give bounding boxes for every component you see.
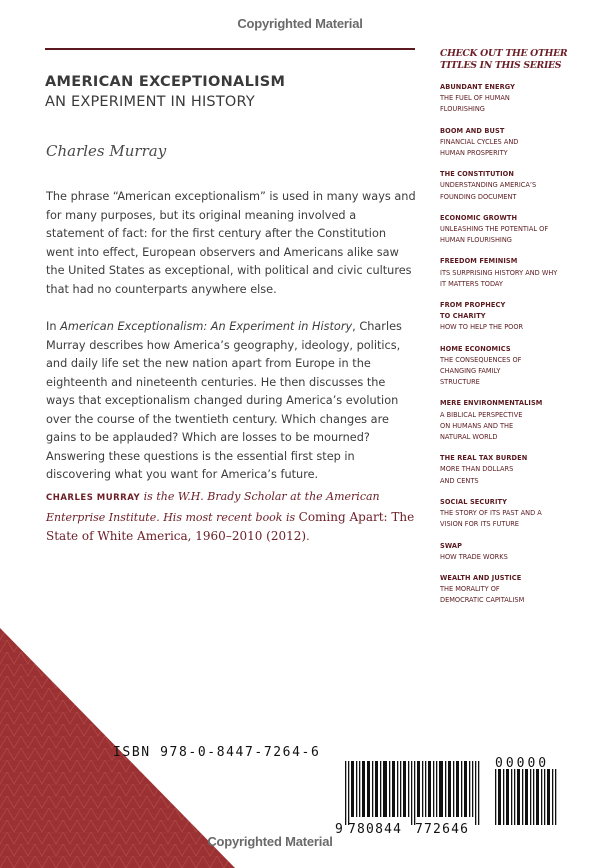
series-item-economic-growth [440, 213, 590, 247]
description-paragraph-1: The phrase “American exceptionalism” is used in many ways and for many purposes, but its original meaning involved a statement of fact: for the first century after the Constitution went into effect, European observers and Americans alike saw the United States as exceptional, with political and civic cultures that had no counterparts anywhere else. [46, 190, 416, 296]
series-item-title: BOOM AND BUST [440, 126, 505, 135]
series-item-title: SOCIAL SECURITY [440, 497, 507, 506]
book-title-inline: American Exceptionalism: An Experiment in History [60, 320, 353, 333]
series-item-title: FROM PROPHECY TO CHARITY [440, 301, 506, 321]
series-item-subtitle: HOW TO HELP THE POOR [440, 323, 524, 332]
series-item-title: HOME ECONOMICS [440, 344, 511, 353]
bio-author-name: CHARLES MURRAY [46, 493, 141, 503]
series-item-subtitle: THE MORALITY OF DEMOCRATIC CAPITALISM [440, 585, 525, 605]
series-item-subtitle: THE CONSEQUENCES OF CHANGING FAMILY STRUCTURE [440, 355, 522, 387]
isbn-label: ISBN 978-0-8447-7264-6 [113, 745, 321, 760]
copyright-watermark-bottom: Copyrighted Material [207, 834, 333, 849]
series-item-freedom-feminism [440, 256, 590, 290]
bio-text: is the W.H. Brady Scholar at the American Enterprise Institute. His most recent book is [46, 490, 380, 524]
series-item-subtitle: UNLEASHING THE POTENTIAL OF HUMAN FLOURISHING [440, 225, 549, 245]
series-item-title: THE CONSTITUTION [440, 170, 515, 179]
series-item-home-economics [440, 344, 590, 389]
series-item-title: MERE ENVIRONMENTALISM [440, 399, 543, 408]
series-item-title: THE REAL TAX BURDEN [440, 454, 528, 463]
ean-right-digits: 772646 [415, 822, 470, 837]
series-item-title: WEALTH AND JUSTICE [440, 573, 522, 582]
series-item-abundant-energy [440, 82, 590, 116]
series-item-wealth-and-justice [440, 573, 590, 607]
series-item-the-real-tax-burden [440, 453, 590, 487]
copyright-watermark-top: Copyrighted Material [237, 16, 363, 31]
series-item-subtitle: THE STORY OF ITS PAST AND A VISION FOR ITS FUTURE [440, 509, 542, 529]
series-item-subtitle: A BIBLICAL PERSPECTIVE ON HUMANS AND THE NATURAL WORLD [440, 410, 523, 442]
addon-digits: 00000 [495, 756, 550, 771]
series-item-subtitle: UNDERSTANDING AMERICA’S FOUNDING DOCUMENT [440, 181, 537, 201]
series-heading-line-1: CHECK OUT THE OTHER [440, 48, 568, 59]
ean-left-digits: 780844 [348, 822, 403, 837]
author-bio [46, 488, 416, 547]
series-item-subtitle: ITS SURPRISING HISTORY AND WHY IT MATTERS TODAY [440, 268, 558, 288]
header-rule [45, 48, 415, 50]
series-item-swap [440, 541, 590, 563]
paragraph-2-lead: In [46, 320, 61, 333]
series-item-the-constitution [440, 169, 590, 203]
series-item-mere-environmentalism [440, 398, 590, 443]
series-item-title: SWAP [440, 541, 463, 550]
book-author: Charles Murray [46, 142, 167, 160]
bio-recent-book: Coming Apart: The State of White America, 1960–2010 (2012) [46, 509, 415, 543]
series-item-boom-and-bust [440, 126, 590, 160]
paragraph-2-rest: , Charles Murray describes how America’s geography, ideology, politics, and daily life set the new nation apart from Europe in the eighteenth and nineteenth centuries. He then discusses the ways that exceptionalism changed during America’s evolution over the course of the twentieth century. Which changes are gains to be applauded? Which are losses to be mourned? Answering these questions is the essential first step in discovering what you want for America’s future. [46, 320, 402, 481]
ean-first-digit: 9 [335, 822, 343, 837]
series-item-subtitle: HOW TRADE WORKS [440, 552, 508, 561]
series-item-title: ABUNDANT ENERGY [440, 83, 516, 91]
book-title: AMERICAN EXCEPTIONALISM [45, 74, 286, 90]
book-subtitle: AN EXPERIMENT IN HISTORY [45, 94, 255, 110]
series-item-subtitle: FINANCIAL CYCLES AND HUMAN PROSPERITY [440, 137, 519, 158]
series-item-title: ECONOMIC GROWTH [440, 213, 518, 222]
series-item-social-security [440, 497, 590, 531]
series-heading [440, 48, 590, 71]
description-paragraph-2 [46, 318, 416, 485]
series-item-from-prophecy-to-charity [440, 300, 590, 334]
series-item-subtitle: THE FUEL OF HUMAN FLOURISHING [440, 94, 510, 114]
series-item-title: FREEDOM FEMINISM [440, 257, 518, 266]
series-sidebar [440, 48, 590, 617]
series-heading-line-2: TITLES IN THIS SERIES [440, 59, 562, 71]
bio-end: . [306, 530, 310, 543]
series-item-subtitle: MORE THAN DOLLARS AND CENTS [440, 465, 514, 485]
